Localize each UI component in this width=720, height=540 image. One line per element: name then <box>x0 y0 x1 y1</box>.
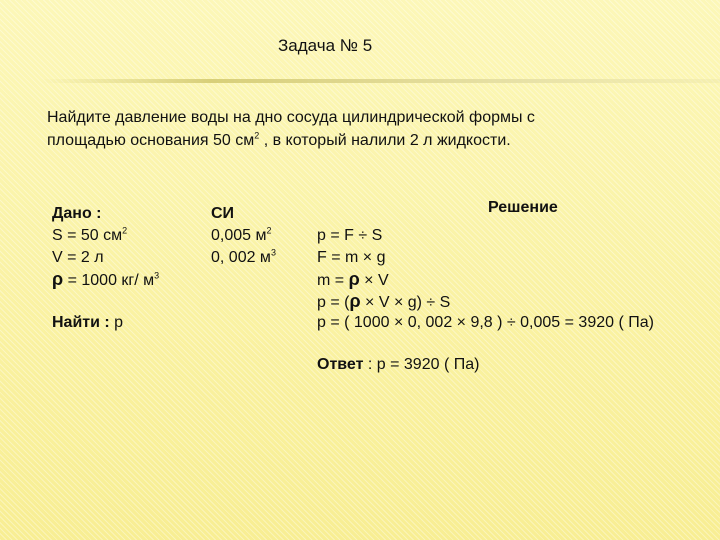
given-area <box>52 227 127 245</box>
given-area-text: S = 50 см <box>52 227 123 244</box>
given-area-exponent: 2 <box>122 225 128 236</box>
find-row <box>52 314 123 332</box>
si-volume-text: 0, 002 м <box>211 249 271 266</box>
problem-line-1: Найдите давление воды на дно сосуда цилиндрической формы с <box>47 109 535 126</box>
problem-statement <box>47 106 535 152</box>
find-label: Найти : <box>52 314 110 331</box>
rho-symbol: ρ <box>349 291 361 311</box>
si-volume-exponent: 3 <box>270 247 276 258</box>
given-density <box>52 269 159 290</box>
solution-line-3 <box>317 269 389 290</box>
title-underline <box>40 79 720 83</box>
find-value: р <box>109 314 124 331</box>
si-area-exponent: 2 <box>266 225 272 236</box>
solution-line-5: р = ( 1000 × 0, 002 × 9,8 ) ÷ 0,005 = 3920 ( Па) <box>317 314 654 331</box>
answer-label: Ответ <box>317 356 364 373</box>
solution-line-4-a: р = ( <box>317 294 350 311</box>
given-volume: V = 2 л <box>52 249 104 266</box>
si-area <box>211 227 272 245</box>
problem-area-exponent: 2 <box>254 130 260 141</box>
slide-title: Задача № 5 <box>278 36 373 55</box>
problem-line-2 <box>47 129 535 152</box>
problem-line-2-b: , в который налили 2 л жидкости. <box>259 132 511 149</box>
given-density-text: = 1000 кг/ м <box>63 272 155 289</box>
rho-symbol: ρ <box>52 269 64 289</box>
given-header: Дано : <box>52 205 102 222</box>
si-header: СИ <box>211 205 235 222</box>
solution-line-2: F = m × g <box>317 249 386 266</box>
solution-line-3-a: m = <box>317 272 349 289</box>
solution-line-3-b: × V <box>359 272 389 289</box>
solution-header: Решение <box>488 199 558 216</box>
answer-row <box>317 356 479 374</box>
solution-line-4-b: × V × g) ÷ S <box>360 294 451 311</box>
solution-line-4 <box>317 291 450 312</box>
answer-value: : р = 3920 ( Па) <box>363 356 480 373</box>
si-volume <box>211 249 276 267</box>
si-area-text: 0,005 м <box>211 227 267 244</box>
rho-symbol: ρ <box>348 269 360 289</box>
given-density-exponent: 3 <box>154 270 160 281</box>
solution-line-1: р = F ÷ S <box>317 227 383 244</box>
problem-line-2-a: площадью основания 50 см <box>47 132 255 149</box>
